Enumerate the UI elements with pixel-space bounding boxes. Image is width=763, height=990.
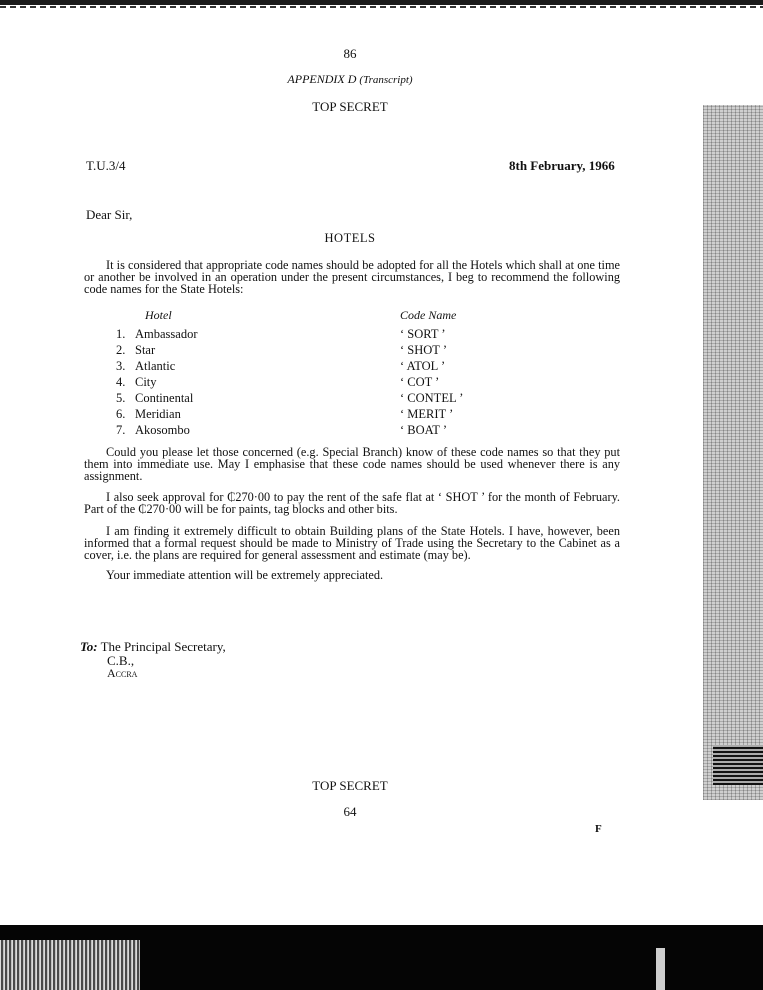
code-name: ‘ ATOL ’ (400, 359, 446, 373)
subject-heading: HOTELS (324, 231, 376, 245)
paragraph-3: I also seek approval for ₵270·00 to pay the rent of the safe flat at ‘ SHOT ’ for the month of February. Part of the ₵270·00 will be for paints, tag blocks and other bits. (84, 490, 620, 516)
addressee-label: To: (80, 639, 98, 654)
paragraph-2: Could you please let those concerned (e.g. Special Branch) know of these code names so that they put them into immediate use. May I emphasise that these code names should be used whenever there is any assignment. (84, 445, 620, 483)
list-item (116, 327, 198, 342)
top-scan-border (0, 0, 763, 5)
list-item (116, 391, 194, 406)
appendix-letter: D (347, 72, 357, 86)
code-name: ‘ SHOT ’ (400, 343, 447, 357)
code-name: ‘ SORT ’ (400, 327, 446, 341)
list-item (116, 375, 157, 390)
hotel-name: Continental (135, 391, 194, 405)
bottom-scan-noise (0, 940, 140, 990)
addressee-line-2: C.B., (107, 653, 135, 668)
classification-top: TOP SECRET (312, 99, 388, 114)
corner-mark: F (595, 823, 602, 835)
bottom-scan-artifact (656, 948, 665, 990)
list-item (116, 407, 181, 422)
code-name: ‘ COT ’ (400, 375, 440, 389)
list-item-number: 3. (116, 359, 126, 373)
addressee-line-1: The Principal Secretary, (100, 639, 226, 654)
paragraph-4: I am finding it extremely difficult to obtain Building plans of the State Hotels. I have, however, been informed that a formal request should be made to Ministry of Trade using the Secretary to the Cabinet as a cover, i.e. the plans are required for general assessment and estimate (may be). (84, 524, 620, 562)
hotel-name: Ambassador (135, 327, 198, 341)
list-item-number: 2. (116, 343, 126, 357)
hotel-name: Meridian (135, 407, 181, 421)
hotel-name: Star (135, 343, 156, 357)
appendix-heading (0, 72, 700, 87)
code-name: ‘ CONTEL ’ (400, 391, 464, 405)
list-item (116, 423, 190, 438)
paragraph-1: It is considered that appropriate code names should be adopted for all the Hotels which shall at one time or another be involved in an operation under the present circumstances, I beg to recommend the following code names for the State Hotels: (84, 258, 620, 296)
hotel-name: City (135, 375, 157, 389)
list-item-number: 1. (116, 327, 126, 341)
adjacent-page-edge-dark (713, 745, 763, 785)
code-name: ‘ BOAT ’ (400, 423, 447, 437)
reference-number: T.U.3/4 (86, 158, 126, 173)
list-item-number: 5. (116, 391, 126, 405)
code-name: ‘ MERIT ’ (400, 407, 454, 421)
hotel-name: Akosombo (135, 423, 190, 437)
addressee-line-3: Accra (107, 666, 138, 680)
salutation: Dear Sir, (86, 207, 133, 222)
letter-date: 8th February, 1966 (509, 158, 615, 173)
list-item (116, 359, 176, 374)
paragraph-5: Your immediate attention will be extremely appreciated. (106, 568, 384, 582)
appendix-label: APPENDIX (287, 72, 345, 86)
list-item-number: 4. (116, 375, 126, 389)
table-header-code-name: Code Name (400, 308, 457, 322)
appendix-note: (Transcript) (359, 74, 413, 86)
list-item (116, 343, 156, 358)
table-header-hotel: Hotel (145, 308, 172, 322)
page-number-top: 86 (343, 46, 357, 61)
hotel-name: Atlantic (135, 359, 176, 373)
classification-bottom: TOP SECRET (312, 778, 388, 793)
page-number-bottom: 64 (343, 804, 357, 819)
addressee-block (80, 639, 226, 655)
adjacent-page-edge (703, 105, 763, 800)
list-item-number: 7. (116, 423, 126, 437)
list-item-number: 6. (116, 407, 126, 421)
top-scan-border-dashed (0, 6, 763, 8)
